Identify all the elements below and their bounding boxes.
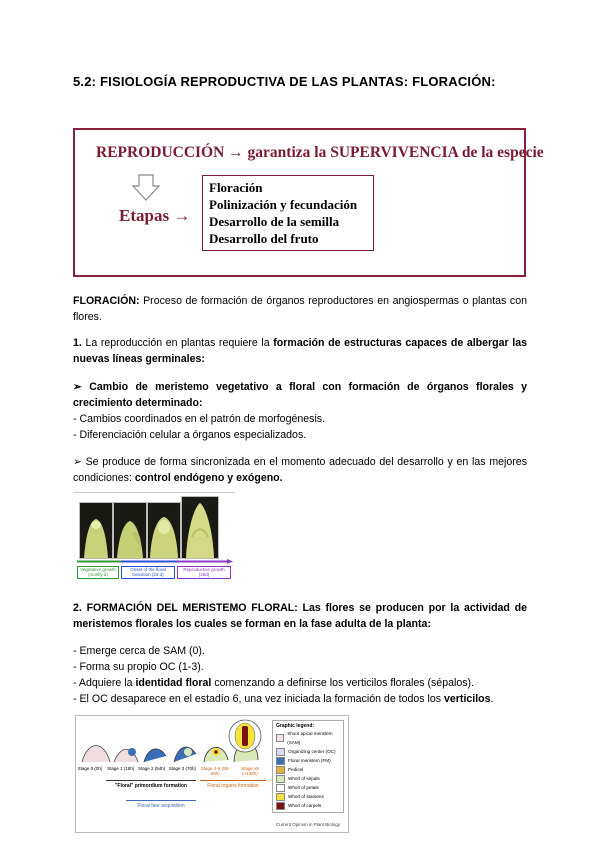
label-onset: Onset of the floral transition (23 d): [121, 566, 175, 579]
photo-onset-transition: [147, 502, 181, 559]
legend-row: [276, 765, 340, 774]
page-title: 5.2: FISIOLOGÍA REPRODUCTIVA DE LAS PLANTAS: FLORACIÓN:: [73, 74, 496, 89]
point-1-number: 1.: [73, 337, 82, 349]
point-2: [73, 600, 527, 632]
point-2-item: [73, 691, 527, 707]
legend-row: [276, 729, 340, 747]
legend-label: Shoot apical meristem (SAM): [287, 731, 333, 745]
legend-label: Floral meristem (FM): [288, 758, 331, 763]
legend-row: [276, 747, 340, 756]
fate-bracket: [126, 800, 196, 801]
legend-swatch: [276, 748, 285, 756]
legend-row: [276, 783, 340, 792]
reproduction-scheme: [73, 128, 544, 277]
item-text: comenzando a definirse los verticilos florales (sépalos).: [214, 677, 474, 689]
stage-label: Stage 3 (70h): [168, 766, 197, 771]
bullet-2: [73, 454, 527, 486]
stages-list: [202, 175, 374, 251]
primordium-label: "Floral" primordium formation: [115, 783, 187, 789]
point-2-item: - Forma su propio OC (1-3).: [73, 661, 204, 673]
legend-swatch: [276, 766, 285, 774]
legend-swatch: [276, 775, 285, 783]
bullet-2-bold: control endógeno y exógeno.: [134, 472, 283, 484]
legend-swatch: [276, 757, 285, 765]
stage-item: Floración: [209, 180, 263, 195]
item-text: - Adquiere la: [73, 677, 133, 689]
flower-detail-drawing: [226, 718, 264, 754]
point-2-list: [73, 643, 527, 707]
bullet-1-heading: ➢ Cambio de meristemo vegetativo a floral con formación de órganos florales y crecimiento determinado:: [73, 381, 527, 409]
point-2-heading: 2. FORMACIÓN DEL MERISTEMO FLORAL:: [73, 602, 298, 614]
floral-meristem-figure: [75, 715, 349, 833]
stage-label: Stage 1 (18h): [107, 766, 135, 771]
point-1-text: La reproducción en plantas requiere la: [85, 337, 270, 349]
point-1: [73, 335, 527, 367]
point-1-bold: formación de estructuras capaces de albergar las nuevas líneas germinales:: [73, 337, 527, 365]
legend-title: Graphic legend:: [276, 723, 315, 729]
legend-swatch: [276, 793, 285, 801]
label-reproductive: Reproductive growth (29d): [177, 566, 231, 579]
timeline-arrow-icon: [77, 559, 233, 564]
point-2-text: Las flores se producen por la actividad de meristemos florales los cuales se forman en la fase adulta de la planta:: [73, 602, 528, 630]
legend-row: [276, 792, 340, 801]
item-bold: verticilos: [444, 693, 491, 705]
legend-label: Whorl of carpels: [288, 803, 322, 808]
figure-credit: Current Opinion in Plant Biology: [276, 822, 341, 827]
fate-label: Floral fate acquisition: [137, 803, 185, 809]
legend-row: [276, 774, 340, 783]
floracion-definition: [73, 293, 527, 325]
photo-vegetative: [79, 502, 113, 559]
item-bold: identidad floral: [135, 677, 212, 689]
legend-swatch: [276, 734, 284, 742]
photo-reproductive: [181, 496, 219, 559]
meristem-transition-figure: [73, 492, 235, 584]
item-text: .: [490, 693, 494, 705]
point-2-item: - Emerge cerca de SAM (0).: [73, 645, 205, 657]
stage-labels: [76, 766, 266, 776]
bullet-1-item: - Diferenciación celular a órganos especializados.: [73, 429, 307, 441]
bullet-2-text: ➢ Se produce de forma sincronizada en el momento adecuado del desarrollo y en las mejores condiciones:: [73, 456, 527, 484]
legend-label: Whorl of stamens: [288, 794, 324, 799]
legend-row: [276, 756, 340, 765]
stage-label: Stage 0 (0h): [77, 766, 103, 771]
primordium-bracket: [106, 780, 196, 781]
legend-label: Whorl of petals: [288, 785, 319, 790]
stage-item: Desarrollo del fruto: [209, 231, 319, 246]
stage-item: Polinización y fecundación: [209, 197, 358, 212]
legend-label: Organizing center (OC): [288, 749, 336, 754]
label-vegetative: Vegetative growth (mostly d): [77, 566, 119, 579]
item-text: - El OC desaparece en el estadío 6, una vez iniciada la formación de todos los: [73, 693, 442, 705]
floracion-text: Proceso de formación de órganos reproductores en angiospermas o plantas con flores.: [73, 295, 527, 323]
bullet-1: [73, 379, 527, 443]
etapas-label: Etapas →: [119, 206, 191, 225]
organ-label: Floral organs formation: [207, 783, 259, 789]
stage-label: Stage x8 (>138h): [241, 766, 259, 776]
stage-label: Stage 2 (54h): [137, 766, 166, 771]
photo-early-transition: [113, 502, 147, 559]
legend-label: Pedicel: [288, 767, 304, 772]
organ-bracket: [200, 780, 266, 781]
stage-label: Stage 4-6 (58-90h): [200, 766, 230, 776]
legend-swatch: [276, 784, 285, 792]
legend-label: Whorl of sepals: [288, 776, 320, 781]
legend-row: [276, 801, 340, 810]
floracion-label: FLORACIÓN:: [73, 295, 140, 307]
bullet-1-item: - Cambios coordinados en el patrón de morfogénesis.: [73, 413, 326, 425]
graphic-legend: [272, 720, 344, 813]
down-arrow-icon: [131, 174, 161, 202]
legend-swatch: [276, 802, 285, 810]
point-2-item: [73, 675, 527, 691]
reproduction-heading: REPRODUCCIÓN → garantiza la SUPERVIVENCIA de la especie: [96, 144, 544, 161]
stage-item: Desarrollo de la semilla: [209, 214, 340, 229]
